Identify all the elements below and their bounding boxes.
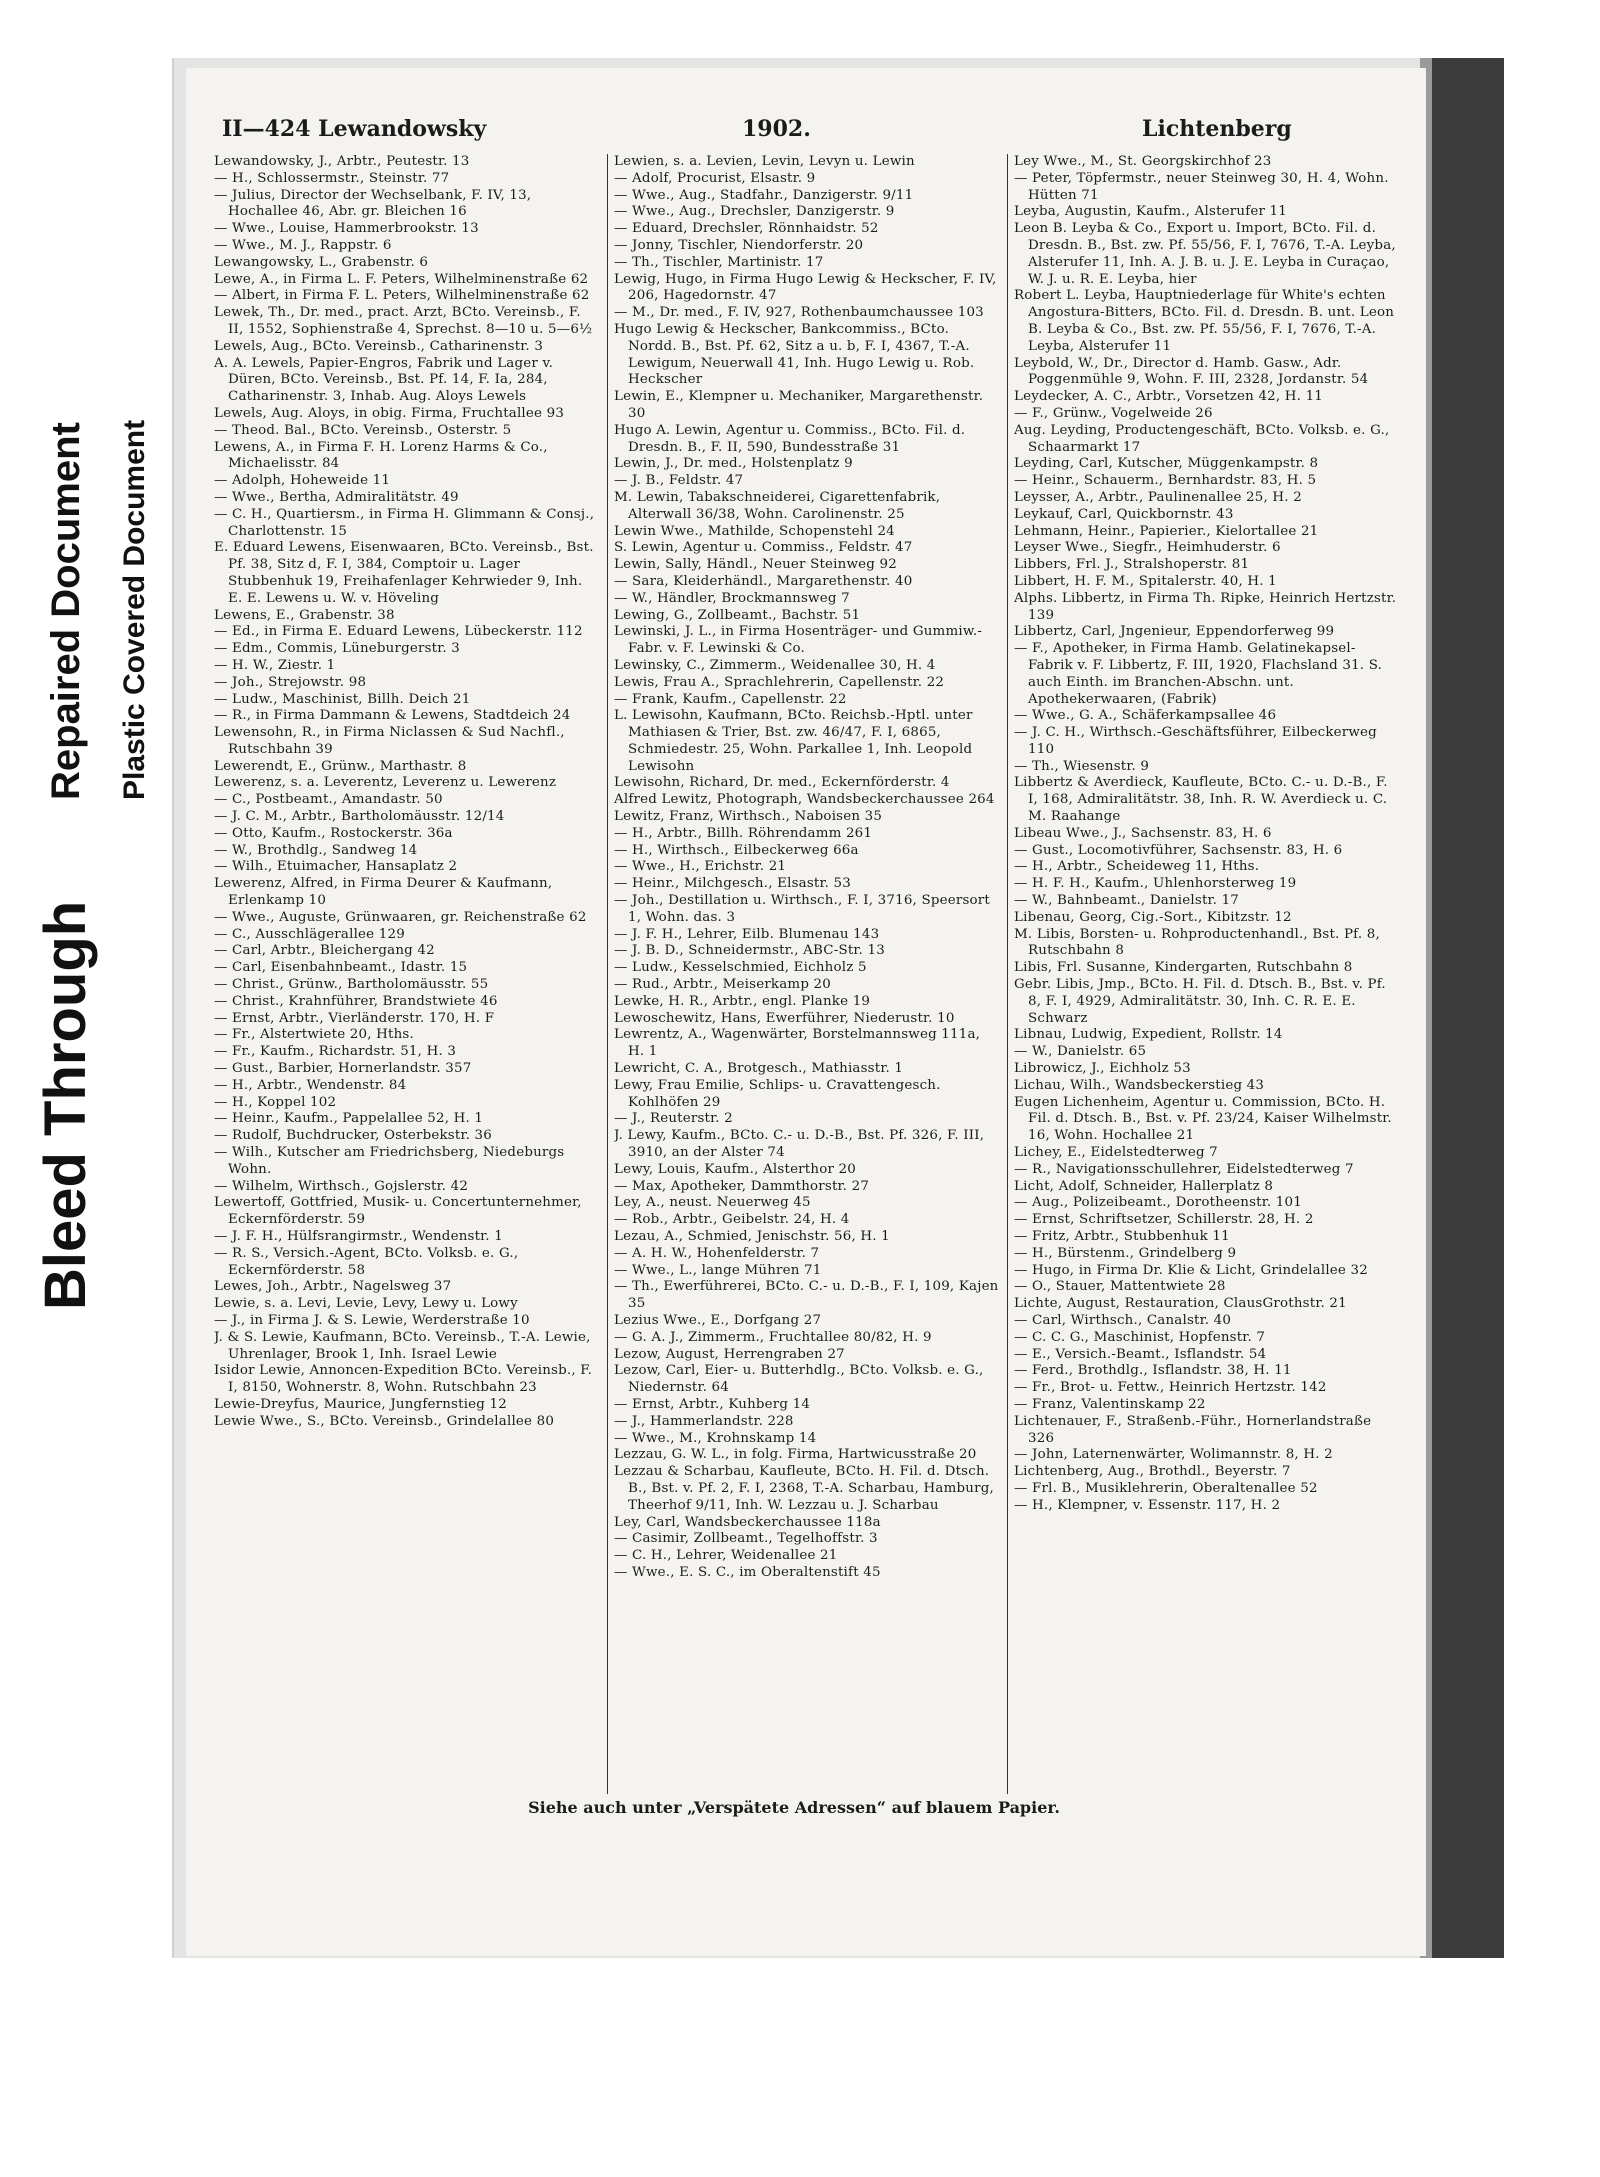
directory-entry: — Jonny, Tischler, Niendorferstr. 20: [614, 237, 864, 253]
directory-entry: Lewerenz, s. a. Leverentz, Leverenz u. Lewerenz: [214, 775, 557, 791]
directory-entry: — Wwe., G. A., Schäferkampsallee 46: [1014, 708, 1277, 724]
directory-entry: — J., Reuterstr. 2: [614, 1111, 733, 1127]
directory-entry: — Edm., Commis, Lüneburgerstr. 3: [214, 641, 461, 657]
directory-entry: — R., in Firma Dammann & Lewens, Stadtdeich 24: [214, 708, 571, 724]
column-1: [214, 154, 599, 1794]
directory-entry: — C. C. G., Maschinist, Hopfenstr. 7: [1014, 1329, 1266, 1345]
directory-entry: — C., Ausschlägerallee 129: [214, 926, 405, 942]
directory-entry: Libbert, H. F. M., Spitalerstr. 40, H. 1: [1014, 573, 1277, 589]
directory-entry: Libbers, Frl. J., Stralshoperstr. 81: [1014, 557, 1250, 573]
directory-entry: — Wwe., Auguste, Grünwaaren, gr. Reichenstraße 62: [214, 909, 587, 925]
directory-entry: Lezzau, G. W. L., in folg. Firma, Hartwicusstraße 20: [614, 1447, 977, 1463]
directory-entry: M. Libis, Borsten- u. Rohproductenhandl., Bst. Pf. 8, Rutschbahn 8: [1014, 926, 1380, 959]
directory-entry: — Carl, Arbtr., Bleichergang 42: [214, 943, 435, 959]
directory-entry: Libeau Wwe., J., Sachsenstr. 83, H. 6: [1014, 825, 1272, 841]
directory-entry: — Ernst, Arbtr., Vierländerstr. 170, H. F: [214, 1010, 495, 1026]
directory-entry: — F., Grünw., Vogelweide 26: [1014, 405, 1213, 421]
directory-entry: Libbertz, Carl, Jngenieur, Eppendorferweg 99: [1014, 624, 1335, 640]
directory-entry: Lewy, Frau Emilie, Schlips- u. Cravattengesch. Kohlhöfen 29: [614, 1077, 941, 1110]
directory-entry: — Fritz, Arbtr., Stubbenhuk 11: [1014, 1229, 1230, 1244]
directory-entry: — Peter, Töpfermstr., neuer Steinweg 30, H. 4, Wohn. Hütten 71: [1014, 170, 1389, 203]
directory-entry: — Sara, Kleiderhändl., Margarethenstr. 40: [614, 573, 913, 589]
directory-entry: Aug. Leyding, Productengeschäft, BCto. Volksb. e. G., Schaarmarkt 17: [1014, 422, 1390, 455]
directory-entry: — Heinr., Milchgesch., Elsastr. 53: [614, 876, 851, 892]
directory-entry: — Ernst, Schriftsetzer, Schillerstr. 28, H. 2: [1014, 1212, 1314, 1228]
directory-entry: — R. S., Versich.-Agent, BCto. Volksb. e. G., Eckernförderstr. 58: [214, 1245, 519, 1278]
header-year: 1902.: [742, 116, 811, 142]
directory-entry: — C. H., Quartiersm., in Firma H. Glimmann & Consj., Charlottenstr. 15: [214, 506, 595, 539]
directory-entry: — Otto, Kaufm., Rostockerstr. 36a: [214, 825, 453, 841]
column-divider: [1007, 154, 1008, 1794]
directory-entry: — H., Wirthsch., Eilbeckerweg 66a: [614, 842, 859, 858]
directory-entry: Libis, Frl. Susanne, Kindergarten, Rutschbahn 8: [1014, 960, 1353, 976]
directory-entry: Lewinski, J. L., in Firma Hosenträger- und Gummiw.-Fabr. v. F. Lewinski & Co.: [614, 624, 983, 657]
directory-entry: — Wwe., Louise, Hammerbrookstr. 13: [214, 221, 479, 237]
directory-entry: — Fr., Alstertwiete 20, Hths.: [214, 1027, 414, 1043]
directory-entry: Lewels, Aug., BCto. Vereinsb., Catharinenstr. 3: [214, 338, 544, 354]
directory-entry: Lewrentz, A., Wagenwärter, Borstelmannsweg 111a, H. 1: [614, 1027, 981, 1060]
directory-entry: — H., Arbtr., Wendenstr. 84: [214, 1077, 407, 1093]
directory-entry: — J. B., Feldstr. 47: [614, 473, 744, 489]
directory-entry: Lezius Wwe., E., Dorfgang 27: [614, 1312, 822, 1328]
directory-entry: Lewoschewitz, Hans, Ewerführer, Niederustr. 10: [614, 1010, 955, 1026]
directory-entry: — J., Hammerlandstr. 228: [614, 1413, 794, 1429]
directory-entry: — H., Bürstenm., Grindelberg 9: [1014, 1245, 1237, 1261]
directory-entry: — H., Koppel 102: [214, 1094, 337, 1110]
directory-entry: — Ludw., Kesselschmied, Eichholz 5: [614, 960, 867, 976]
directory-entry: Lewing, G., Zollbeamt., Bachstr. 51: [614, 607, 861, 623]
directory-entry: — J. F. H., Hülfsrangirmstr., Wendenstr. 1: [214, 1229, 503, 1244]
directory-entry: Lewandowsky, J., Arbtr., Peutestr. 13: [214, 154, 470, 169]
directory-entry: — Rud., Arbtr., Meiserkamp 20: [614, 977, 831, 993]
directory-entry: — C., Postbeamt., Amandastr. 50: [214, 792, 443, 808]
directory-entry: — Th., Tischler, Martinistr. 17: [614, 254, 824, 270]
directory-entry: M. Lewin, Tabakschneiderei, Cigarettenfabrik, Alterwall 36/38, Wohn. Carolinenstr. 25: [614, 489, 941, 522]
directory-entry: — Ferd., Brothdlg., Isflandstr. 38, H. 11: [1014, 1363, 1292, 1379]
directory-entry: — J., in Firma J. & S. Lewie, Werderstraße 10: [214, 1312, 530, 1328]
directory-entry: — Hugo, in Firma Dr. Klie & Licht, Grindelallee 32: [1014, 1262, 1368, 1278]
directory-entry: — Ludw., Maschinist, Billh. Deich 21: [214, 691, 471, 707]
directory-entry: Alfred Lewitz, Photograph, Wandsbeckerchaussee 264: [614, 792, 995, 808]
directory-entry: — W., Händler, Brockmannsweg 7: [614, 590, 850, 606]
directory-entry: Leon B. Leyba & Co., Export u. Import, BCto. Fil. d. Dresdn. B., Bst. zw. Pf. 55/56, F. I, 7676, T.-A. Leyba, Alsterufer 11, Inh. A. J. B. u. J. E. Leyba in Curaçao, W. J. u. R. E. Leyba, hier: [1014, 221, 1396, 287]
directory-entry: — Gust., Locomotivführer, Sachsenstr. 83, H. 6: [1014, 842, 1343, 858]
directory-entry: Lezzau & Scharbau, Kaufleute, BCto. H. Fil. d. Dtsch. B., Bst. v. Pf. 2, F. I, 2368, T.-A. Scharbau, Hamburg, Theerhof 9/11, Inh. W. Lezzau u. J. Scharbau: [614, 1464, 994, 1513]
directory-entry: Ley, A., neust. Neuerweg 45: [614, 1195, 811, 1211]
directory-entry: — H., Arbtr., Billh. Röhrendamm 261: [614, 825, 873, 841]
directory-entry: — Max, Apotheker, Dammthorstr. 27: [614, 1178, 870, 1194]
label-bleed-through: Bleed Through: [33, 900, 98, 1310]
directory-entry: — Joh., Strejowstr. 98: [214, 674, 367, 690]
directory-entry: Lichey, E., Eidelstedterweg 7: [1014, 1145, 1218, 1161]
directory-entry: — Ernst, Arbtr., Kuhberg 14: [614, 1396, 811, 1412]
page-header: [222, 116, 1402, 150]
directory-entry: — Eduard, Drechsler, Rönnhaidstr. 52: [614, 221, 879, 237]
directory-entry: — Fr., Kaufm., Richardstr. 51, H. 3: [214, 1044, 457, 1060]
directory-entry: — E., Versich.-Beamt., Isflandstr. 54: [1014, 1346, 1267, 1362]
directory-entry: Leyding, Carl, Kutscher, Müggenkampstr. 8: [1014, 456, 1319, 472]
directory-entry: Lewes, Joh., Arbtr., Nagelsweg 37: [214, 1279, 452, 1295]
directory-entry: — Theod. Bal., BCto. Vereinsb., Osterstr. 5: [214, 422, 512, 438]
directory-entry: Lewisohn, Richard, Dr. med., Eckernförderstr. 4: [614, 775, 950, 791]
directory-entry: Leyba, Augustin, Kaufm., Alsterufer 11: [1014, 204, 1287, 220]
directory-entry: — J. C. M., Arbtr., Bartholomäusstr. 12/14: [214, 809, 505, 825]
scanned-page: [172, 58, 1504, 1958]
directory-entry: — H., Arbtr., Scheideweg 11, Hths.: [1014, 859, 1260, 875]
directory-entry: Lichtenauer, F., Straßenb.-Führ., Hornerlandstraße 326: [1014, 1413, 1372, 1446]
directory-entry: Licht, Adolf, Schneider, Hallerplatz 8: [1014, 1178, 1274, 1194]
directory-entry: — Wwe., H., Erichstr. 21: [614, 859, 787, 875]
directory-entry: — Joh., Destillation u. Wirthsch., F. I, 3716, Speersort 1, Wohn. das. 3: [614, 893, 990, 925]
directory-entry: — Wwe., L., lange Mühren 71: [614, 1262, 822, 1278]
directory-entry: Libnau, Ludwig, Expedient, Rollstr. 14: [1014, 1027, 1283, 1043]
directory-entry: Gebr. Libis, Jmp., BCto. H. Fil. d. Dtsch. B., Bst. v. Pf. 8, F. I, 4929, Admiralitätstr. 30, Inh. C. R. E. E. Schwarz: [1014, 977, 1386, 1026]
directory-entry: — J. C. H., Wirthsch.-Geschäftsführer, Eilbeckerweg 110: [1014, 725, 1377, 757]
directory-entry: Lewin, Sally, Händl., Neuer Steinweg 92: [614, 557, 897, 573]
directory-entry: — Wilh., Kutscher am Friedrichsberg, Niedeburgs Wohn.: [214, 1145, 565, 1177]
directory-entry: — Wwe., Aug., Stadfahr., Danzigerstr. 9/11: [614, 187, 914, 203]
directory-entry: Lichau, Wilh., Wandsbeckerstieg 43: [1014, 1077, 1265, 1093]
directory-entry: Lezow, Carl, Eier- u. Butterhdlg., BCto. Volksb. e. G., Niedernstr. 64: [614, 1363, 984, 1396]
directory-entry: S. Lewin, Agentur u. Commiss., Feldstr. 47: [614, 540, 913, 556]
directory-entry: — Heinr., Kaufm., Pappelallee 52, H. 1: [214, 1111, 484, 1127]
directory-columns: [214, 154, 1414, 1794]
directory-entry: Lezau, A., Schmied, Jenischstr. 56, H. 1: [614, 1229, 890, 1244]
directory-entry: Lewie-Dreyfus, Maurice, Jungfernstieg 12: [214, 1396, 507, 1412]
directory-entry: Leydecker, A. C., Arbtr., Vorsetzen 42, H. 11: [1014, 389, 1324, 405]
directory-entry: — Carl, Eisenbahnbeamt., Idastr. 15: [214, 960, 468, 976]
directory-entry: Lewis, Frau A., Sprachlehrerin, Capellenstr. 22: [614, 674, 945, 690]
directory-entry: Lewerenz, Alfred, in Firma Deurer & Kaufmann, Erlenkamp 10: [214, 876, 553, 909]
directory-entry: — G. A. J., Zimmerm., Fruchtallee 80/82, H. 9: [614, 1329, 932, 1345]
directory-entry: — J. B. D., Schneidermstr., ABC-Str. 13: [614, 943, 885, 959]
directory-entry: — Rudolf, Buchdrucker, Osterbekstr. 36: [214, 1128, 492, 1144]
directory-entry: — R., Navigationsschullehrer, Eidelstedterweg 7: [1014, 1161, 1354, 1177]
directory-entry: — W., Bahnbeamt., Danielstr. 17: [1014, 893, 1240, 909]
directory-entry: — H. W., Ziestr. 1: [214, 657, 336, 673]
directory-entry: — Wilh., Etuimacher, Hansaplatz 2: [214, 859, 458, 875]
directory-entry: Lewens, A., in Firma F. H. Lorenz Harms & Co., Michaelisstr. 84: [214, 439, 548, 472]
directory-entry: — Rob., Arbtr., Geibelstr. 24, H. 4: [614, 1212, 850, 1228]
directory-entry: E. Eduard Lewens, Eisenwaaren, BCto. Vereinsb., Bst. Pf. 38, Sitz d, F. I, 384, Comptoir u. Lager Stubbenhuk 19, Freihafenlager Kehrwieder 9, Inh. E. E. Lewens u. W. v. Höveling: [214, 540, 594, 606]
directory-entry: — W., Danielstr. 65: [1014, 1044, 1147, 1060]
column-divider: [607, 154, 608, 1794]
directory-entry: Lezow, August, Herrengraben 27: [614, 1346, 845, 1362]
directory-entry: — Th., Ewerführerei, BCto. C.- u. D.-B., F. I, 109, Kajen 35: [614, 1279, 999, 1312]
directory-entry: Lewinsky, C., Zimmerm., Weidenallee 30, H. 4: [614, 657, 936, 673]
directory-entry: Ley, Carl, Wandsbeckerchaussee 118a: [614, 1514, 881, 1530]
directory-entry: J. Lewy, Kaufm., BCto. C.- u. D.-B., Bst. Pf. 326, F. III, 3910, an der Alster 74: [614, 1128, 985, 1161]
directory-entry: — Franz, Valentinskamp 22: [1014, 1396, 1206, 1412]
directory-entry: Lewien, s. a. Levien, Levin, Levyn u. Lewin: [614, 154, 915, 169]
directory-entry: — Frank, Kaufm., Capellenstr. 22: [614, 691, 847, 707]
directory-entry: Libbertz & Averdieck, Kaufleute, BCto. C.- u. D.-B., F. I, 168, Admiralitätstr. 38, Inh. R. W. Averdieck u. C. M. Raahange: [1014, 775, 1388, 825]
directory-entry: — J. F. H., Lehrer, Eilb. Blumenau 143: [614, 926, 880, 942]
directory-entry: Lewels, Aug. Aloys, in obig. Firma, Fruchtallee 93: [214, 405, 565, 421]
directory-entry: Librowicz, J., Eichholz 53: [1014, 1061, 1191, 1077]
directory-entry: L. Lewisohn, Kaufmann, BCto. Reichsb.-Hptl. unter Mathiasen & Trier, Bst. zw. 46/47, F. I, 6865, Schmiedestr. 25, Wohn. Parkallee 1, Inh. Leopold Lewisohn: [614, 708, 973, 774]
directory-entry: Lewertoff, Gottfried, Musik- u. Concertunternehmer, Eckernförderstr. 59: [214, 1195, 582, 1228]
directory-entry: Leykauf, Carl, Quickbornstr. 43: [1014, 506, 1234, 522]
directory-entry: Lewie, s. a. Levi, Levie, Levy, Lewy u. Lowy: [214, 1296, 518, 1312]
page-footer-note: Siehe auch unter „Verspätete Adressen“ auf blauem Papier.: [528, 1798, 1060, 1817]
directory-entry: Lewin, E., Klempner u. Mechaniker, Margarethenstr. 30: [614, 389, 984, 421]
directory-entry: Lewens, E., Grabenstr. 38: [214, 607, 395, 623]
annotation-labels: [0, 0, 170, 2177]
page-edge-dark: [1432, 58, 1504, 1958]
directory-entry: Lewitz, Franz, Wirthsch., Naboisen 35: [614, 809, 883, 825]
directory-entry: — Wwe., Bertha, Admiralitätstr. 49: [214, 489, 459, 505]
directory-entry: — Adolf, Procurist, Elsastr. 9: [614, 170, 816, 186]
directory-entry: Alphs. Libbertz, in Firma Th. Ripke, Heinrich Hertzstr. 139: [1014, 590, 1397, 623]
directory-entry: Lewke, H. R., Arbtr., engl. Planke 19: [614, 993, 871, 1009]
directory-entry: Leybold, W., Dr., Director d. Hamb. Gasw., Adr. Poggenmühle 9, Wohn. F. III, 2328, Jordanstr. 54: [1014, 355, 1369, 388]
directory-entry: — Frl. B., Musiklehrerin, Oberaltenallee 52: [1014, 1480, 1318, 1496]
directory-entry: — F., Apotheker, in Firma Hamb. Gelatinekapsel-Fabrik v. F. Libbertz, F. III, 1920, Flachsland 31. S. auch Einth. im Branchen-Abschn. unt. Apothekerwaaren, (Fabrik): [1014, 641, 1383, 707]
directory-entry: — Gust., Barbier, Hornerlandstr. 357: [214, 1061, 472, 1077]
directory-entry: — Aug., Polizeibeamt., Dorotheenstr. 101: [1014, 1195, 1302, 1211]
label-plastic-covered-document: Plastic Covered Document: [118, 419, 151, 800]
directory-entry: Lewensohn, R., in Firma Niclassen & Sud Nachfl., Rutschbahn 39: [214, 725, 565, 757]
directory-entry: — C. H., Lehrer, Weidenallee 21: [614, 1548, 838, 1564]
directory-entry: — Wwe., M., Krohnskamp 14: [614, 1430, 817, 1446]
directory-entry: — O., Stauer, Mattentwiete 28: [1014, 1279, 1226, 1295]
directory-entry: — W., Brothdlg., Sandweg 14: [214, 842, 418, 858]
directory-entry: Lehmann, Heinr., Papierier., Kielortallee 21: [1014, 523, 1319, 539]
directory-entry: — Fr., Brot- u. Fettw., Heinrich Hertzstr. 142: [1014, 1380, 1327, 1396]
directory-entry: — Th., Wiesenstr. 9: [1014, 758, 1150, 774]
directory-entry: J. & S. Lewie, Kaufmann, BCto. Vereinsb., T.-A. Lewie, Uhrenlager, Brook 1, Inh. Israel Lewie: [214, 1329, 591, 1362]
directory-entry: Lewin, J., Dr. med., Holstenplatz 9: [614, 456, 853, 472]
directory-entry: — Carl, Wirthsch., Canalstr. 40: [1014, 1312, 1232, 1328]
directory-entry: — John, Laternenwärter, Wolimannstr. 8, H. 2: [1014, 1447, 1333, 1463]
directory-entry: — Wilhelm, Wirthsch., Gojslerstr. 42: [214, 1178, 469, 1194]
directory-entry: Leysser, A., Arbtr., Paulinenallee 25, H. 2: [1014, 489, 1302, 505]
directory-entry: Lewangowsky, L., Grabenstr. 6: [214, 254, 429, 270]
directory-entry: A. A. Lewels, Papier-Engros, Fabrik und Lager v. Düren, BCto. Vereinsb., Bst. Pf. 14, F. Ia, 284, Catharinenstr. 3, Inhab. Aug. Aloys Lewels: [214, 355, 554, 405]
directory-entry: Isidor Lewie, Annoncen-Expedition BCto. Vereinsb., F. I, 8150, Wohnerstr. 8, Wohn. Rutschbahn 23: [214, 1363, 593, 1396]
directory-entry: Hugo A. Lewin, Agentur u. Commiss., BCto. Fil. d. Dresdn. B., F. II, 590, Bundesstraße 31: [614, 422, 966, 455]
directory-entry: — H. F. H., Kaufm., Uhlenhorsterweg 19: [1014, 876, 1297, 892]
directory-entry: Lewerendt, E., Grünw., Marthastr. 8: [214, 758, 467, 774]
directory-entry: — Wwe., E. S. C., im Oberaltenstift 45: [614, 1564, 881, 1580]
directory-entry: — Casimir, Zollbeamt., Tegelhoffstr. 3: [614, 1531, 878, 1547]
directory-entry: — Christ., Grünw., Bartholomäusstr. 55: [214, 977, 489, 993]
directory-entry: — Ed., in Firma E. Eduard Lewens, Lübeckerstr. 112: [214, 624, 583, 640]
directory-entry: Lewie Wwe., S., BCto. Vereinsb., Grindelallee 80: [214, 1413, 555, 1429]
column-2: [614, 154, 999, 1794]
directory-entry: — Wwe., M. J., Rappstr. 6: [214, 237, 392, 253]
directory-entry: Leyser Wwe., Siegfr., Heimhuderstr. 6: [1014, 540, 1281, 556]
header-right: Lichtenberg: [1142, 116, 1292, 142]
directory-entry: — Christ., Krahnführer, Brandstwiete 46: [214, 993, 498, 1009]
directory-entry: — Albert, in Firma F. L. Peters, Wilhelminenstraße 62: [214, 288, 590, 304]
directory-entry: — M., Dr. med., F. IV, 927, Rothenbaumchaussee 103: [614, 305, 984, 321]
directory-entry: Lichtenberg, Aug., Brothdl., Beyerstr. 7: [1014, 1464, 1291, 1480]
directory-entry: Lewe, A., in Firma L. F. Peters, Wilhelminenstraße 62: [214, 271, 589, 287]
directory-entry: — Adolph, Hoheweide 11: [214, 473, 391, 489]
directory-entry: Lewy, Louis, Kaufm., Alsterthor 20: [614, 1161, 856, 1177]
directory-entry: — H., Schlossermstr., Steinstr. 77: [214, 170, 450, 186]
directory-entry: Hugo Lewig & Heckscher, Bankcommiss., BCto. Nordd. B., Bst. Pf. 62, Sitz a u. b, F. I, 4367, T.-A. Lewigum, Neuerwall 41, Inh. Hugo Lewig u. Rob. Heckscher: [614, 321, 975, 388]
directory-entry: Ley Wwe., M., St. Georgskirchhof 23: [1014, 154, 1272, 169]
directory-entry: — A. H. W., Hohenfelderstr. 7: [614, 1245, 820, 1261]
directory-entry: Robert L. Leyba, Hauptniederlage für White's echten Angostura-Bitters, BCto. Fil. d. Dresdn. B. unt. Leon B. Leyba & Co., Bst. zw. Pf. 55/56, F. I, 7676, T.-A. Leyba, Alsterufer 11: [1014, 288, 1395, 354]
directory-entry: Lewin Wwe., Mathilde, Schopenstehl 24: [614, 523, 895, 539]
header-left: II—424 Lewandowsky: [222, 116, 487, 142]
directory-entry: Lewig, Hugo, in Firma Hugo Lewig & Heckscher, F. IV, 206, Hagedornstr. 47: [614, 271, 997, 304]
directory-entry: Eugen Lichenheim, Agentur u. Commission, BCto. H. Fil. d. Dtsch. B., Bst. v. Pf. 23/24, Kaiser Wilhelmstr. 16, Wohn. Hochallee 21: [1014, 1094, 1392, 1144]
directory-entry: — Wwe., Aug., Drechsler, Danzigerstr. 9: [614, 204, 895, 220]
directory-entry: Lewek, Th., Dr. med., pract. Arzt, BCto. Vereinsb., F. II, 1552, Sophienstraße 4, Sprechst. 8—10 u. 5—6½: [214, 305, 593, 337]
directory-entry: — Julius, Director der Wechselbank, F. IV, 13, Hochallee 46, Abr. gr. Bleichen 16: [214, 187, 532, 220]
directory-entry: — Heinr., Schauerm., Bernhardstr. 83, H. 5: [1014, 473, 1317, 489]
directory-entry: — H., Klempner, v. Essenstr. 117, H. 2: [1014, 1497, 1281, 1513]
column-3: [1014, 154, 1399, 1794]
directory-entry: Lewricht, C. A., Brotgesch., Mathiasstr. 1: [614, 1061, 904, 1077]
label-repaired-document: Repaired Document: [44, 422, 88, 800]
directory-entry: Lichte, August, Restauration, ClausGrothstr. 21: [1014, 1296, 1347, 1312]
directory-entry: Libenau, Georg, Cig.-Sort., Kibitzstr. 12: [1014, 909, 1292, 925]
